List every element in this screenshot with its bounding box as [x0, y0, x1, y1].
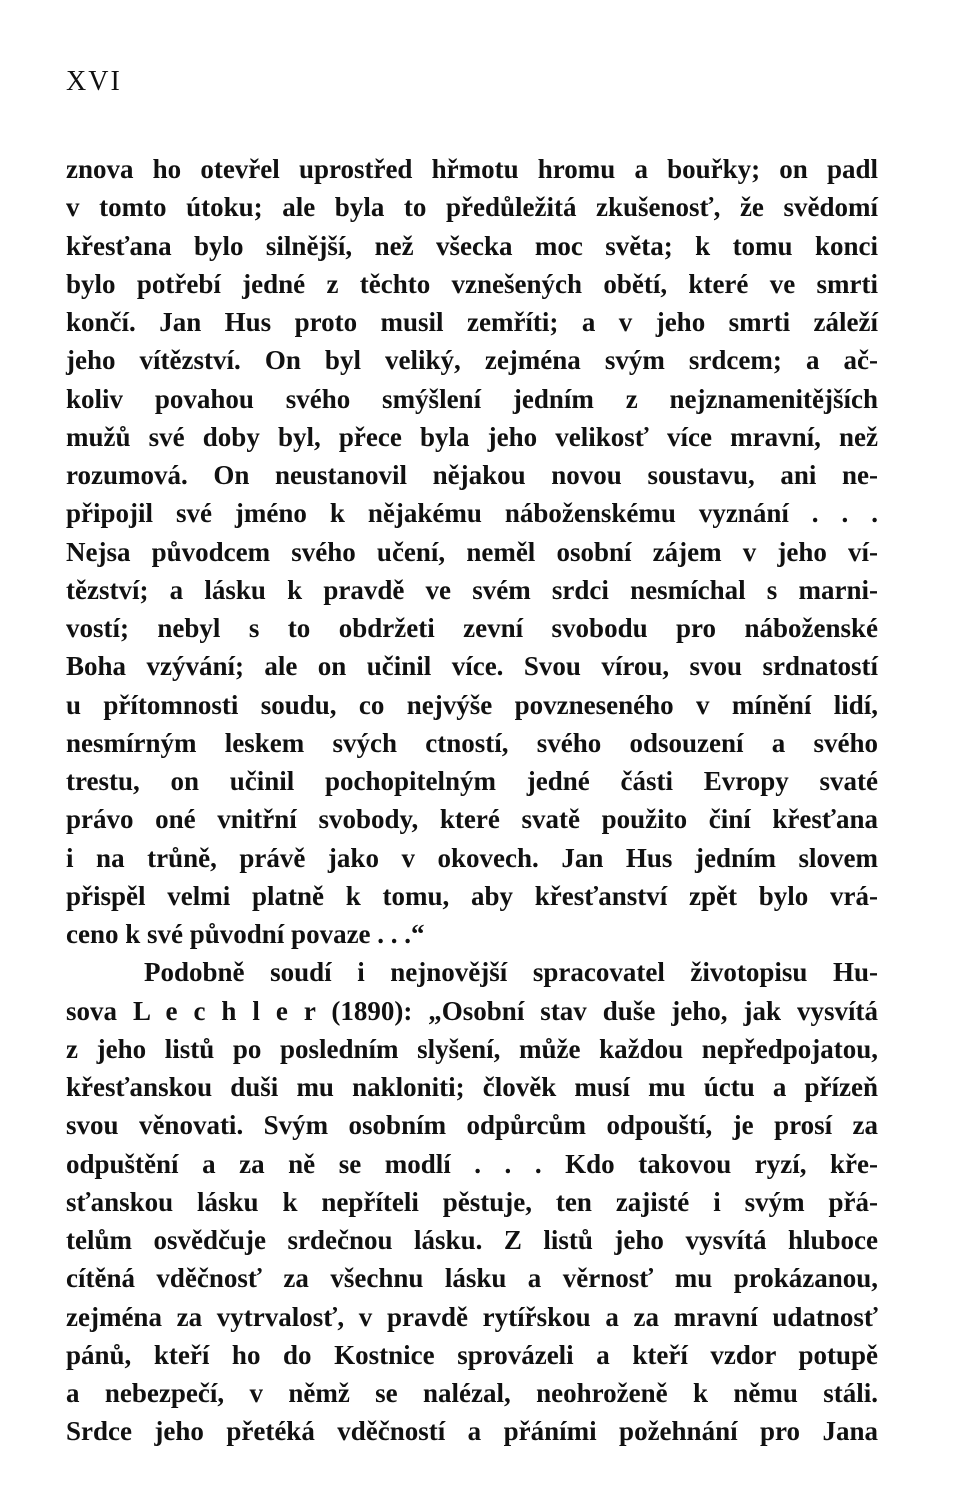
text-line: připojil své jméno k nějakému náboženskému vyznání . . . [66, 498, 878, 529]
text-line: z jeho listů po posledním slyšení, může každou nepředpojatou, [66, 1033, 878, 1064]
text-line: jeho vítězství. On byl veliký, zejména svým srdcem; a ač- [66, 345, 878, 376]
text-line: pánů, kteří ho do Kostnice sprovázeli a kteří vzdor potupě [66, 1339, 878, 1370]
text-line: tězství; a lásku k pravdě ve svém srdci nesmíchal s marni- [66, 574, 878, 605]
text-line: rozumová. On neustanovil nějakou novou soustavu, ani ne- [66, 460, 878, 490]
text-line: Boha vzývání; ale on učinil více. Svou vírou, svou srdnatostí [66, 651, 878, 682]
text-line: telům osvědčuje srdečnou lásku. Z listů jeho vysvítá hluboce [66, 1225, 878, 1255]
text-line: cítěná vděčnosť za všechnu lásku a věrnosť mu prokázanou, [66, 1263, 878, 1294]
text-line: končí. Jan Hus proto musil zemříti; a v jeho smrti záleží [66, 307, 878, 337]
text-line: sťanskou lásku k nepříteli pěstuje, ten zajisté i svým přá- [66, 1186, 878, 1217]
text-line: křesťana bylo silnější, než všecka moc světa; k tomu konci [66, 230, 878, 261]
text-line: zejména za vytrvalosť, v pravdě rytířskou a za mravní udatnosť [66, 1301, 878, 1332]
page-number: XVI [66, 66, 122, 97]
text-line: vostí; nebyl s to obdržeti zevní svobodu pro náboženské [66, 613, 878, 643]
text-line: mužů své doby byl, přece byla jeho velikosť více mravní, než [66, 421, 878, 452]
text-line: i na trůně, právě jako v okovech. Jan Hus jedním slovem [66, 842, 878, 873]
text-line: svou věnovati. Svým osobním odpůrcům odpouští, je prosí za [66, 1110, 878, 1141]
text-line: u přítomnosti soudu, co nejvýše povzneseného v mínění lidí, [66, 689, 878, 720]
text-line: bylo potřebí jedné z těchto vznešených obětí, které ve smrti [66, 268, 878, 299]
text-line: sova L e c h l e r (1890): „Osobní stav duše jeho, jak vysvítá [66, 995, 878, 1026]
paragraph [66, 953, 878, 1450]
text-line: Podobně soudí i nejnovější spracovatel životopisu Hu- [144, 957, 878, 988]
text-line: Srdce jeho přetéká vděčností a přáními požehnání pro Jana [66, 1416, 878, 1447]
text-line: trestu, on učinil pochopitelným jedné části Evropy svaté [66, 766, 878, 796]
body-text [66, 150, 878, 1451]
text-line: a nebezpečí, v němž se nalézal, neohroženě k němu stáli. [66, 1378, 878, 1408]
text-line: Nejsa původcem svého učení, neměl osobní zájem v jeho ví- [66, 536, 878, 567]
text-line: křesťanskou duši mu nakloniti; člověk musí mu úctu a přízeň [66, 1072, 878, 1102]
text-line: v tomto útoku; ale byla to předůležitá zkušenosť, že svědomí [66, 192, 878, 223]
paragraph [66, 150, 878, 953]
text-line: nesmírným leskem svých ctností, svého odsouzení a svého [66, 727, 878, 758]
text-line: přispěl velmi platně k tomu, aby křesťanství zpět bylo vrá- [66, 880, 878, 911]
text-line: ceno k své původní povaze . . .“ [66, 919, 425, 949]
text-line: znova ho otevřel uprostřed hřmotu hromu a bouřky; on padl [66, 154, 878, 184]
text-line: odpuštění a za ně se modlí . . . Kdo takovou ryzí, kře- [66, 1148, 878, 1179]
text-line: právo oné vnitřní svobody, které svatě použito činí křesťana [66, 804, 878, 835]
text-line: koliv povahou svého smýšlení jedním z nejznamenitějších [66, 383, 878, 414]
